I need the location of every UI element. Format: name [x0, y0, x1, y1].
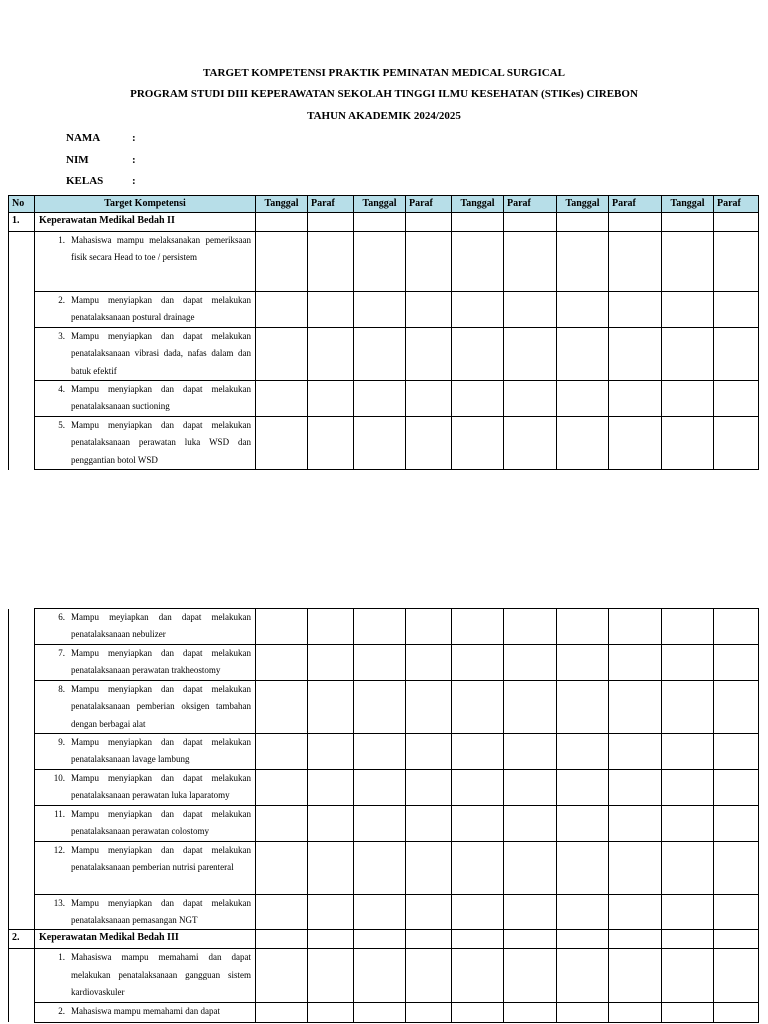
col-paraf-5: Paraf [714, 196, 759, 213]
tanggal-cell[interactable] [256, 930, 308, 949]
item-text: Mampu meyiapkan dan dapat melakukan penatalaksanaan nebulizer [71, 612, 251, 640]
list-item [35, 232, 255, 267]
tanggal-cell[interactable] [256, 949, 308, 1002]
paraf-cell[interactable] [714, 805, 759, 841]
paraf-cell[interactable] [308, 930, 354, 949]
nama-field [66, 131, 136, 145]
item-number: 1. [58, 952, 65, 963]
tanggal-cell[interactable] [662, 770, 714, 806]
item-text: Mampu menyiapkan dan dapat melakukan penatalaksanaan suctioning [71, 384, 251, 412]
tanggal-cell[interactable] [354, 949, 406, 1002]
number-cell [9, 841, 35, 894]
item-text: Mampu menyiapkan dan dapat melakukan penatalaksanaan pemasangan NGT [71, 897, 251, 926]
paraf-cell[interactable] [406, 770, 452, 806]
item-number: 10. [53, 773, 65, 784]
list-item [35, 949, 255, 1001]
competency-cell [35, 292, 256, 328]
tanggal-cell[interactable] [256, 680, 308, 733]
list-item [35, 806, 255, 841]
tanggal-cell[interactable] [354, 680, 406, 733]
paraf-cell[interactable] [714, 1002, 759, 1022]
col-tanggal-3: Tanggal [452, 196, 504, 213]
competency-cell [35, 417, 256, 470]
paraf-cell[interactable] [308, 417, 354, 470]
tanggal-cell[interactable] [354, 381, 406, 417]
paraf-cell[interactable] [714, 645, 759, 681]
tanggal-cell[interactable] [354, 841, 406, 894]
tanggal-cell[interactable] [557, 894, 609, 930]
paraf-cell[interactable] [406, 609, 452, 645]
competency-cell [35, 680, 256, 733]
tanggal-cell[interactable] [354, 213, 406, 232]
paraf-cell[interactable] [609, 292, 662, 328]
tanggal-cell[interactable] [662, 949, 714, 1002]
item-number: 11. [54, 808, 65, 819]
tanggal-cell[interactable] [662, 645, 714, 681]
paraf-cell[interactable] [714, 949, 759, 1002]
item-number: 4. [58, 384, 65, 395]
item-number: 13. [53, 897, 65, 908]
nama-colon: : [132, 132, 136, 144]
competency-cell [35, 381, 256, 417]
tanggal-cell[interactable] [452, 292, 504, 328]
col-paraf-1: Paraf [308, 196, 354, 213]
paraf-cell[interactable] [504, 894, 557, 930]
program-title: PROGRAM STUDI DIII KEPERAWATAN SEKOLAH TINGGI ILMU KESEHATAN (STIKes) CIREBON [130, 88, 638, 100]
paraf-cell[interactable] [609, 930, 662, 949]
table-row [9, 417, 759, 470]
paraf-cell[interactable] [609, 949, 662, 1002]
tanggal-cell[interactable] [557, 232, 609, 292]
paraf-cell[interactable] [504, 805, 557, 841]
tanggal-cell[interactable] [354, 770, 406, 806]
competency-cell [35, 1002, 256, 1022]
table-header-row [9, 196, 759, 213]
tanggal-cell[interactable] [256, 1002, 308, 1022]
item-text: Mampu menyiapkan dan dapat melakukan penatalaksanaan postural drainage [71, 295, 251, 323]
competency-table-page1 [8, 195, 759, 470]
table-row [9, 949, 759, 1002]
number-cell [9, 609, 35, 645]
table-row [9, 381, 759, 417]
list-item [35, 895, 255, 930]
paraf-cell[interactable] [504, 292, 557, 328]
paraf-cell[interactable] [406, 949, 452, 1002]
tanggal-cell[interactable] [662, 232, 714, 292]
paraf-cell[interactable] [714, 381, 759, 417]
list-item [35, 842, 255, 877]
item-text: Mampu menyiapkan dan dapat melakukan penatalaksanaan lavage lambung [71, 737, 251, 765]
paraf-cell[interactable] [406, 1002, 452, 1022]
paraf-cell[interactable] [714, 841, 759, 894]
tanggal-cell[interactable] [256, 841, 308, 894]
competency-cell [35, 232, 256, 292]
paraf-cell[interactable] [504, 930, 557, 949]
paraf-cell[interactable] [504, 1002, 557, 1022]
tanggal-cell[interactable] [662, 213, 714, 232]
paraf-cell[interactable] [406, 894, 452, 930]
tanggal-cell[interactable] [662, 327, 714, 380]
col-paraf-2: Paraf [406, 196, 452, 213]
paraf-cell[interactable] [714, 232, 759, 292]
number-cell [9, 292, 35, 328]
list-item [35, 770, 255, 805]
item-text: Mampu menyiapkan dan dapat melakukan penatalaksanaan vibrasi dada, nafas dalam dan batuk efektif [71, 330, 251, 376]
item-text: Mahasiswa mampu memahami dan dapat [71, 1005, 220, 1016]
tanggal-cell[interactable] [452, 841, 504, 894]
number-cell [9, 680, 35, 733]
tanggal-cell[interactable] [452, 949, 504, 1002]
col-tanggal-1: Tanggal [256, 196, 308, 213]
number-cell [9, 381, 35, 417]
number-cell [9, 232, 35, 292]
paraf-cell[interactable] [308, 734, 354, 770]
tanggal-cell[interactable] [354, 645, 406, 681]
item-number: 1. [58, 235, 65, 245]
tanggal-cell[interactable] [452, 1002, 504, 1022]
paraf-cell[interactable] [406, 734, 452, 770]
col-paraf-3: Paraf [504, 196, 557, 213]
tanggal-cell[interactable] [452, 734, 504, 770]
tanggal-cell[interactable] [256, 381, 308, 417]
paraf-cell[interactable] [308, 680, 354, 733]
item-number: 5. [58, 420, 65, 431]
item-number: 2. [58, 295, 65, 305]
list-item [35, 381, 255, 416]
paraf-cell[interactable] [609, 894, 662, 930]
table-row [9, 734, 759, 770]
competency-table-page2 [8, 608, 759, 1023]
tanggal-cell[interactable] [256, 417, 308, 470]
competency-cell [35, 327, 256, 380]
col-no: No [9, 196, 35, 213]
list-item [35, 417, 255, 469]
tanggal-cell[interactable] [557, 327, 609, 380]
table-row [9, 841, 759, 894]
paraf-cell[interactable] [609, 734, 662, 770]
paraf-cell[interactable] [714, 417, 759, 470]
item-number: 9. [58, 737, 65, 748]
paraf-cell[interactable] [406, 680, 452, 733]
tanggal-cell[interactable] [256, 894, 308, 930]
tanggal-cell[interactable] [256, 770, 308, 806]
item-text: Mampu menyiapkan dan dapat melakukan penatalaksanaan pemberian oksigen tambahan dengan berbagai alat [71, 683, 251, 729]
col-tanggal-2: Tanggal [354, 196, 406, 213]
paraf-cell[interactable] [308, 327, 354, 380]
paraf-cell[interactable] [504, 381, 557, 417]
item-number: 2. [58, 1005, 65, 1016]
paraf-cell[interactable] [714, 327, 759, 380]
paraf-cell[interactable] [714, 680, 759, 733]
table-row [9, 805, 759, 841]
paraf-cell[interactable] [308, 609, 354, 645]
tanggal-cell[interactable] [354, 292, 406, 328]
table-row [9, 232, 759, 292]
tanggal-cell[interactable] [662, 680, 714, 733]
section-number: 1. [9, 213, 35, 232]
paraf-cell[interactable] [504, 417, 557, 470]
number-cell [9, 894, 35, 930]
tanggal-cell[interactable] [662, 1002, 714, 1022]
paraf-cell[interactable] [714, 292, 759, 328]
paraf-cell[interactable] [504, 841, 557, 894]
paraf-cell[interactable] [504, 734, 557, 770]
nim-field [66, 153, 136, 167]
paraf-cell[interactable] [504, 680, 557, 733]
number-cell [9, 949, 35, 1002]
paraf-cell[interactable] [504, 232, 557, 292]
kelas-field [66, 174, 136, 188]
section-title: Keperawatan Medikal Bedah II [35, 213, 256, 232]
tanggal-cell[interactable] [256, 734, 308, 770]
list-item [35, 645, 255, 680]
tanggal-cell[interactable] [452, 894, 504, 930]
tanggal-cell[interactable] [354, 805, 406, 841]
tanggal-cell[interactable] [662, 841, 714, 894]
list-item [35, 292, 255, 327]
tanggal-cell[interactable] [256, 232, 308, 292]
paraf-cell[interactable] [609, 232, 662, 292]
list-item [35, 734, 255, 769]
academic-year: TAHUN AKADEMIK 2024/2025 [307, 110, 461, 122]
table-row [9, 894, 759, 930]
paraf-cell[interactable] [406, 381, 452, 417]
item-text: Mampu menyiapkan dan dapat melakukan penatalaksanaan pemberian nutrisi parenteral [71, 844, 251, 873]
document-title: TARGET KOMPETENSI PRAKTIK PEMINATAN MEDICAL SURGICAL [203, 67, 565, 79]
paraf-cell[interactable] [406, 805, 452, 841]
table-row [9, 327, 759, 380]
section-row [9, 213, 759, 232]
tanggal-cell[interactable] [354, 930, 406, 949]
tanggal-cell[interactable] [557, 417, 609, 470]
paraf-cell[interactable] [714, 770, 759, 806]
item-number: 6. [58, 612, 65, 622]
col-paraf-4: Paraf [609, 196, 662, 213]
tanggal-cell[interactable] [354, 734, 406, 770]
paraf-cell[interactable] [504, 609, 557, 645]
list-item [35, 681, 255, 733]
paraf-cell[interactable] [609, 213, 662, 232]
nim-label: NIM [66, 154, 89, 166]
col-tanggal-5: Tanggal [662, 196, 714, 213]
table-row [9, 1002, 759, 1022]
nim-colon: : [132, 154, 136, 166]
tanggal-cell[interactable] [557, 645, 609, 681]
section-title: Keperawatan Medikal Bedah III [35, 930, 256, 949]
tanggal-cell[interactable] [557, 213, 609, 232]
tanggal-cell[interactable] [662, 292, 714, 328]
tanggal-cell[interactable] [452, 680, 504, 733]
tanggal-cell[interactable] [256, 327, 308, 380]
competency-cell [35, 734, 256, 770]
tanggal-cell[interactable] [354, 609, 406, 645]
paraf-cell[interactable] [406, 417, 452, 470]
tanggal-cell[interactable] [557, 734, 609, 770]
item-number: 8. [58, 683, 65, 694]
table-row [9, 292, 759, 328]
item-text: Mahasiswa mampu memahami dan dapat melakukan penatalaksanaan gangguan sistem kardiovaskuler [71, 952, 251, 998]
paraf-cell[interactable] [308, 841, 354, 894]
paraf-cell[interactable] [609, 680, 662, 733]
item-text: Mampu menyiapkan dan dapat melakukan penatalaksanaan perawatan trakheostomy [71, 648, 251, 676]
paraf-cell[interactable] [714, 734, 759, 770]
tanggal-cell[interactable] [662, 417, 714, 470]
tanggal-cell[interactable] [256, 292, 308, 328]
paraf-cell[interactable] [504, 213, 557, 232]
number-cell [9, 770, 35, 806]
paraf-cell[interactable] [308, 1002, 354, 1022]
paraf-cell[interactable] [714, 213, 759, 232]
paraf-cell[interactable] [714, 894, 759, 930]
tanggal-cell[interactable] [452, 232, 504, 292]
tanggal-cell[interactable] [452, 609, 504, 645]
tanggal-cell[interactable] [557, 841, 609, 894]
paraf-cell[interactable] [308, 894, 354, 930]
paraf-cell[interactable] [504, 645, 557, 681]
paraf-cell[interactable] [609, 1002, 662, 1022]
tanggal-cell[interactable] [662, 930, 714, 949]
item-number: 12. [53, 844, 65, 855]
nama-label: NAMA [66, 132, 101, 144]
paraf-cell[interactable] [609, 417, 662, 470]
tanggal-cell[interactable] [557, 930, 609, 949]
paraf-cell[interactable] [308, 770, 354, 806]
number-cell [9, 805, 35, 841]
tanggal-cell[interactable] [557, 609, 609, 645]
tanggal-cell[interactable] [557, 292, 609, 328]
tanggal-cell[interactable] [452, 645, 504, 681]
competency-cell [35, 841, 256, 894]
tanggal-cell[interactable] [354, 232, 406, 292]
list-item [35, 328, 255, 380]
paraf-cell[interactable] [609, 645, 662, 681]
tanggal-cell[interactable] [557, 381, 609, 417]
paraf-cell[interactable] [504, 770, 557, 806]
tanggal-cell[interactable] [256, 805, 308, 841]
item-number: 3. [58, 330, 65, 341]
paraf-cell[interactable] [609, 609, 662, 645]
tanggal-cell[interactable] [452, 805, 504, 841]
competency-cell [35, 949, 256, 1002]
tanggal-cell[interactable] [662, 734, 714, 770]
tanggal-cell[interactable] [354, 1002, 406, 1022]
tanggal-cell[interactable] [354, 417, 406, 470]
paraf-cell[interactable] [714, 609, 759, 645]
tanggal-cell[interactable] [452, 381, 504, 417]
tanggal-cell[interactable] [662, 805, 714, 841]
section-number: 2. [9, 930, 35, 949]
paraf-cell[interactable] [609, 841, 662, 894]
tanggal-cell[interactable] [256, 645, 308, 681]
paraf-cell[interactable] [308, 645, 354, 681]
number-cell [9, 417, 35, 470]
tanggal-cell[interactable] [557, 805, 609, 841]
table-row [9, 609, 759, 645]
item-text: Mampu menyiapkan dan dapat melakukan penatalaksanaan perawatan luka WSD dan penggantian botol WSD [71, 420, 251, 465]
paraf-cell[interactable] [609, 327, 662, 380]
item-text: Mahasiswa mampu melaksanakan pemeriksaan fisik secara Head to toe / persistem [71, 235, 251, 263]
paraf-cell[interactable] [406, 292, 452, 328]
list-item [35, 1003, 255, 1020]
table-row [9, 680, 759, 733]
paraf-cell[interactable] [406, 232, 452, 292]
col-target: Target Kompetensi [35, 196, 256, 213]
number-cell [9, 734, 35, 770]
tanggal-cell[interactable] [557, 1002, 609, 1022]
paraf-cell[interactable] [406, 327, 452, 380]
tanggal-cell[interactable] [354, 894, 406, 930]
paraf-cell[interactable] [308, 232, 354, 292]
tanggal-cell[interactable] [452, 213, 504, 232]
tanggal-cell[interactable] [557, 949, 609, 1002]
paraf-cell[interactable] [308, 805, 354, 841]
tanggal-cell[interactable] [662, 894, 714, 930]
tanggal-cell[interactable] [256, 609, 308, 645]
competency-cell [35, 805, 256, 841]
paraf-cell[interactable] [406, 930, 452, 949]
item-text: Mampu menyiapkan dan dapat melakukan penatalaksanaan perawatan luka laparatomy [71, 773, 251, 801]
paraf-cell[interactable] [609, 770, 662, 806]
paraf-cell[interactable] [504, 949, 557, 1002]
kelas-label: KELAS [66, 175, 104, 187]
tanggal-cell[interactable] [557, 680, 609, 733]
list-item [35, 609, 255, 644]
paraf-cell[interactable] [308, 213, 354, 232]
tanggal-cell[interactable] [452, 930, 504, 949]
paraf-cell[interactable] [609, 381, 662, 417]
tanggal-cell[interactable] [354, 327, 406, 380]
paraf-cell[interactable] [406, 213, 452, 232]
competency-cell [35, 645, 256, 681]
paraf-cell[interactable] [406, 645, 452, 681]
table-row [9, 770, 759, 806]
paraf-cell[interactable] [308, 949, 354, 1002]
competency-cell [35, 894, 256, 930]
tanggal-cell[interactable] [662, 609, 714, 645]
tanggal-cell[interactable] [662, 381, 714, 417]
tanggal-cell[interactable] [452, 327, 504, 380]
table-row [9, 645, 759, 681]
paraf-cell[interactable] [308, 292, 354, 328]
tanggal-cell[interactable] [452, 417, 504, 470]
paraf-cell[interactable] [714, 930, 759, 949]
item-number: 7. [58, 648, 65, 658]
paraf-cell[interactable] [308, 381, 354, 417]
number-cell [9, 645, 35, 681]
tanggal-cell[interactable] [452, 770, 504, 806]
paraf-cell[interactable] [504, 327, 557, 380]
number-cell [9, 327, 35, 380]
kelas-colon: : [132, 175, 136, 187]
col-tanggal-4: Tanggal [557, 196, 609, 213]
competency-cell [35, 609, 256, 645]
tanggal-cell[interactable] [256, 213, 308, 232]
competency-cell [35, 770, 256, 806]
tanggal-cell[interactable] [557, 770, 609, 806]
paraf-cell[interactable] [406, 841, 452, 894]
number-cell [9, 1002, 35, 1022]
item-text: Mampu menyiapkan dan dapat melakukan penatalaksanaan perawatan colostomy [71, 808, 251, 837]
paraf-cell[interactable] [609, 805, 662, 841]
section-row [9, 930, 759, 949]
